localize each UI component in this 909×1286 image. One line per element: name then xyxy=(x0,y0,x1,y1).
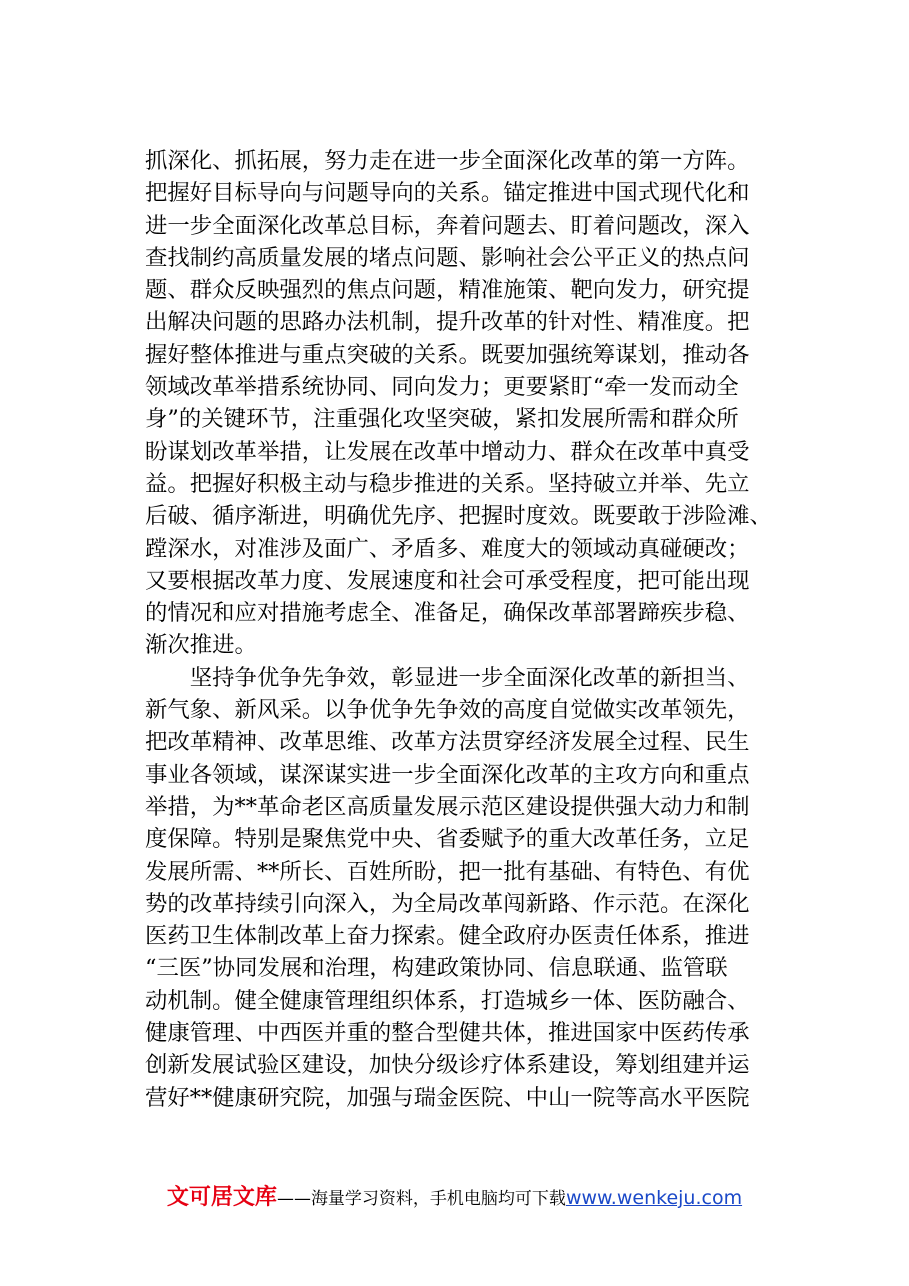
text-line: 举措，为**革命老区高质量发展示范区建设提供强大动力和制 xyxy=(145,793,750,820)
footer-site-link[interactable]: www.wenkeju.com xyxy=(565,1187,743,1209)
text-line: 进一步全面深化改革总目标，奔着问题去、盯着问题改，深入 xyxy=(145,212,750,239)
text-line: 把改革精神、改革思维、改革方法贯穿经济发展全过程、民生 xyxy=(145,729,750,756)
text-line: 查找制约高质量发展的堵点问题、影响社会公平正义的热点问 xyxy=(145,244,750,271)
text-line: 健康管理、中西医并重的整合型健共体，推进国家中医药传承 xyxy=(145,1020,750,1047)
text-line: 把握好目标导向与问题导向的关系。锚定推进中国式现代化和 xyxy=(145,180,750,207)
footer-banner xyxy=(0,1180,909,1211)
text-line: 题、群众反映强烈的焦点问题，精准施策、靶向发力，研究提 xyxy=(145,277,750,304)
text-line: 益。把握好积极主动与稳步推进的关系。坚持破立并举、先立 xyxy=(145,470,750,497)
text-line: “三医”协同发展和治理，构建政策协同、信息联通、监管联 xyxy=(145,955,728,982)
text-line: 蹚深水，对准涉及面广、矛盾多、难度大的领域动真碰硬改； xyxy=(145,535,750,562)
footer-brand: 文可居文库 xyxy=(166,1185,277,1210)
text-line: 又要根据改革力度、发展速度和社会可承受程度，把可能出现 xyxy=(145,567,750,594)
text-line: 坚持争优争先争效，彰显进一步全面深化改革的新担当、 xyxy=(145,664,750,691)
text-line: 新气象、新风采。以争优争先争效的高度自觉做实改革领先， xyxy=(145,697,750,724)
text-line: 创新发展试验区建设，加快分级诊疗体系建设，筹划组建并运 xyxy=(145,1052,750,1079)
text-line: 后破、循序渐进，明确优先序、把握时度效。既要敢于涉险滩、 xyxy=(145,503,772,530)
text-line: 渐次推进。 xyxy=(145,632,257,659)
text-line: 发展所需、**所长、百姓所盼，把一批有基础、有特色、有优 xyxy=(145,858,750,885)
text-line: 抓深化、抓拓展，努力走在进一步全面深化改革的第一方阵。 xyxy=(145,148,750,174)
footer-slogan: ——海量学习资料，手机电脑均可下载 xyxy=(276,1189,566,1209)
text-line: 势的改革持续引向深入，为全局改革闯新路、作示范。在深化 xyxy=(145,890,750,917)
text-line: 事业各领域，谋深谋实进一步全面深化改革的主攻方向和重点 xyxy=(145,761,750,788)
text-line: 动机制。健全健康管理组织体系，打造城乡一体、医防融合、 xyxy=(145,987,750,1014)
text-line: 的情况和应对措施考虑全、准备足，确保改革部署蹄疾步稳、 xyxy=(145,600,750,627)
text-line: 度保障。特别是聚焦党中央、省委赋予的重大改革任务，立足 xyxy=(145,826,750,853)
document-body xyxy=(145,145,805,1114)
text-line: 身”的关键环节，注重强化攻坚突破，紧扣发展所需和群众所 xyxy=(145,406,739,433)
text-line: 领域改革举措系统协同、同向发力；更要紧盯“牵一发而动全 xyxy=(145,374,739,401)
text-line: 营好**健康研究院，加强与瑞金医院、中山一院等高水平医院 xyxy=(145,1084,750,1111)
text-line: 握好整体推进与重点突破的关系。既要加强统筹谋划，推动各 xyxy=(145,341,750,368)
text-line: 医药卫生体制改革上奋力探索。健全政府办医责任体系，推进 xyxy=(145,923,750,950)
text-line: 出解决问题的思路办法机制，提升改革的针对性、精准度。把 xyxy=(145,309,750,336)
text-line: 盼谋划改革举措，让发展在改革中增动力、群众在改革中真受 xyxy=(145,438,750,465)
